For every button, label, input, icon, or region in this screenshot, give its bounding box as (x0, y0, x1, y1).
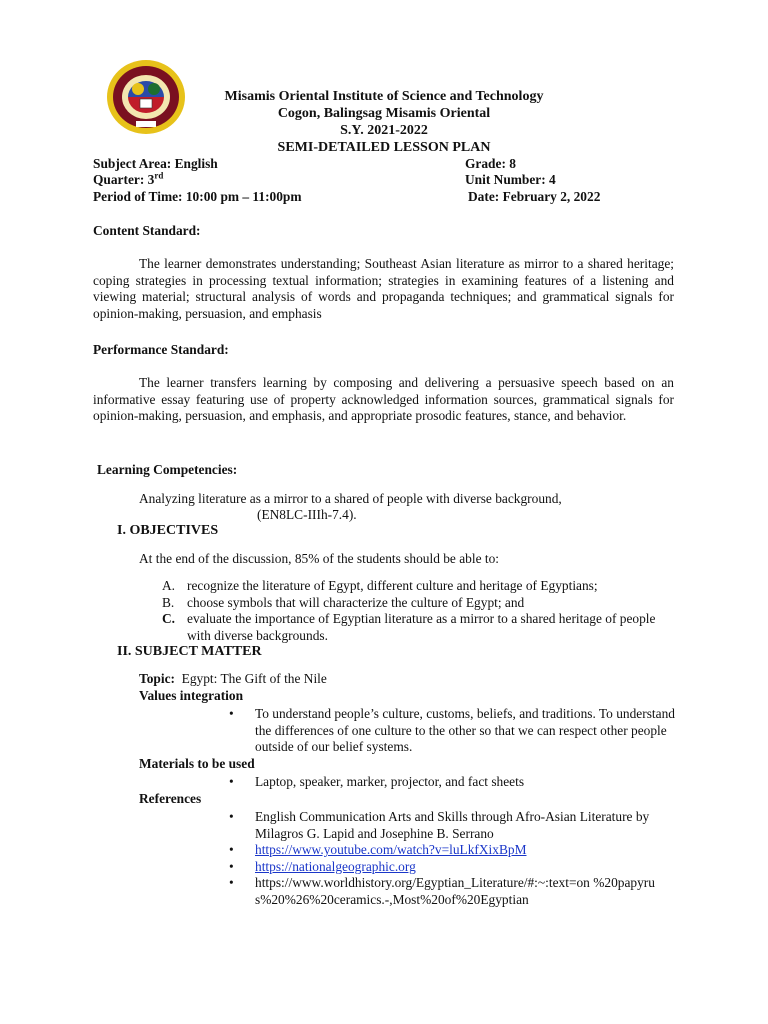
learning-competencies-heading: Learning Competencies: (97, 462, 238, 477)
reference-item (229, 859, 676, 876)
quarter (93, 172, 163, 189)
school-year: S.Y. 2021-2022 (340, 123, 428, 138)
references-label: References (139, 791, 202, 806)
youtube-link[interactable]: https://www.youtube.com/watch?v=luLkfXixBpM (255, 842, 527, 858)
document-title: SEMI-DETAILED LESSON PLAN (277, 140, 491, 155)
objectives-intro: At the end of the discussion, 85% of the students should be able to: (139, 551, 500, 566)
content-standard-heading: Content Standard: (93, 223, 201, 238)
objectives-list (162, 578, 674, 644)
quarter-label: Quarter: 3 (93, 172, 155, 187)
topic-line (139, 671, 327, 688)
learning-competency-code: (EN8LC-IIIh-7.4). (257, 507, 357, 522)
list-item: • Laptop, speaker, marker, projector, and fact sheets (229, 774, 676, 791)
institution-name: Misamis Oriental Institute of Science and Technology (224, 89, 544, 104)
reference-item: • https://www.worldhistory.org/Egyptian_Literature/#:~:text=on %20papyrus%20%26%20ceramics.-,Most%20of%20Egyptian (229, 875, 655, 908)
list-item: • To understand people’s culture, customs, beliefs, and traditions. To understand the differences of one culture to the other so that we can respect other people outside of our belief systems. (229, 706, 676, 756)
learning-competency-text: Analyzing literature as a mirror to a shared of people with diverse background, (139, 491, 562, 506)
institution-address: Cogon, Balingsag Misamis Oriental (277, 106, 491, 121)
objective-item (162, 578, 674, 595)
content-standard-text: The learner demonstrates understanding; Southeast Asian literature as mirror to a shared heritage; coping strategies in processing textual information; strategies in examining features of a listening and viewing material; structural analysis of words and propaganda techniques; and grammatical signals for opinion-making, persuasion, and emphasis (93, 256, 674, 321)
materials-list (229, 774, 676, 791)
objective-text: choose symbols that will characterize the culture of Egypt; and (187, 594, 525, 610)
objective-text: recognize the literature of Egypt, different culture and heritage of Egyptians; (187, 578, 598, 593)
objective-marker: A. (162, 578, 176, 593)
objective-marker: B. (162, 594, 175, 610)
nationalgeographic-link[interactable]: https://nationalgeographic.org (255, 858, 416, 874)
grade: Grade: 8 (465, 156, 516, 171)
period-of-time: Period of Time: 10:00 pm – 11:00pm (93, 189, 302, 204)
subject-matter-heading: II. SUBJECT MATTER (117, 644, 262, 659)
objective-item (162, 611, 674, 644)
lesson-date: Date: February 2, 2022 (468, 189, 601, 204)
objectives-heading: I. OBJECTIVES (117, 523, 219, 538)
objective-marker: C. (162, 611, 176, 627)
quarter-superscript: rd (154, 170, 164, 181)
references-list (229, 809, 676, 909)
performance-standard-text: The learner transfers learning by composing and delivering a persuasive speech based on an informative essay featuring use of property acknowledged information sources, grammatical signals for opinion-making, persuasion, and emphasis, and appropriate prosodic features, stance, and behavior. (93, 375, 674, 424)
subject-area: Subject Area: English (93, 156, 218, 171)
objective-text: evaluate the importance of Egyptian literature as a mirror to a shared heritage of people with diverse backgrounds. (187, 611, 656, 643)
materials-label: Materials to be used (139, 756, 255, 771)
performance-standard-heading: Performance Standard: (93, 342, 229, 357)
values-integration-list (229, 706, 676, 756)
topic-value: Egypt: The Gift of the Nile (181, 671, 327, 686)
reference-item (229, 842, 676, 859)
objective-item (162, 595, 674, 612)
values-integration-label: Values integration (139, 688, 244, 703)
reference-item: • English Communication Arts and Skills through Afro-Asian Literature by Milagros G. Lapid and Josephine B. Serrano (229, 809, 655, 842)
unit-number: Unit Number: 4 (465, 172, 556, 187)
topic-label: Topic: (139, 671, 175, 686)
